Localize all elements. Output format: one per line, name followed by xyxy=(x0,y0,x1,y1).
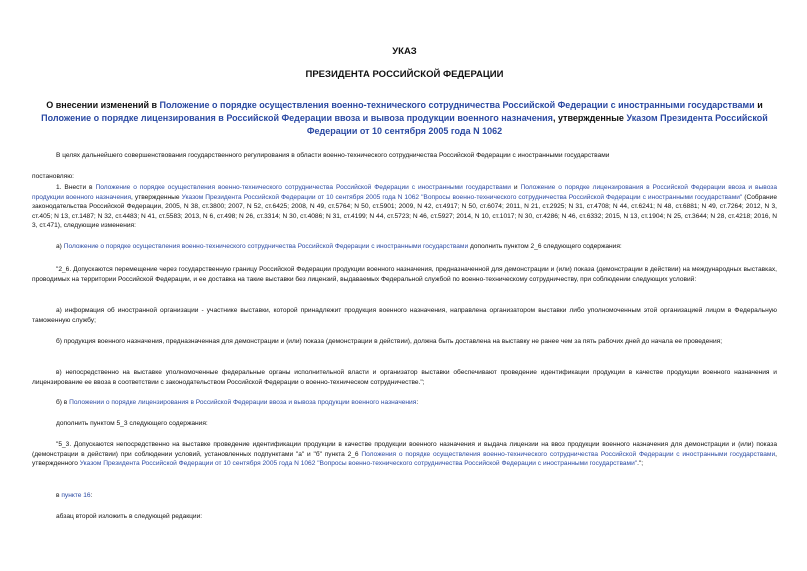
heading-decree: УКАЗ xyxy=(392,46,417,57)
add-5-3-paragraph: дополнить пунктом 5_3 следующего содержания: xyxy=(56,420,208,427)
p53-link-vts-regulation[interactable]: Положения о порядке осуществления военно-технического сотрудничества Российской Федерации с иностранными государствами xyxy=(361,450,776,458)
p53-link-decree-1062[interactable]: Указом Президента Российской Федерации от 10 сентября 2005 года N 1062 "Вопросы военно-технического сотрудничества Российской Федерации с иностранными государствами" xyxy=(79,460,638,468)
clause-a-paragraph: а) информация об иностранной организации - участнике выставки, которой принадлежит продукция военного назначения, направлена организатором выставки либо уполномоченным этой организацией лицом в Федеральную таможенную службу; xyxy=(32,307,777,324)
decree-word: постановляю: xyxy=(32,173,75,180)
itemA-link-vts-regulation[interactable]: Положение о порядке осуществления военно-технического сотрудничества Российской Федерации с иностранными государствами xyxy=(63,243,469,250)
heading-president: ПРЕЗИДЕНТА РОССИЙСКОЙ ФЕДЕРАЦИИ xyxy=(305,69,504,80)
clause-5-3-paragraph: "5_3. Допускаются непосредственно на выставке проведение идентификации продукции в качестве продукции военного назначения и выдача лицензии на ввоз продукции военного назначения для демонстрации и (или) показа (демонстрации в действии) при соблюдении условий, установленных подпунктами "а" и "б" пункта 2_6 Положения о порядке осуществления военно-технического сотрудничества Российской Федерации с иностранными государствами, утвержденного Указом Президента Российской Федерации от 10 сентября 2005 года N 1062 "Вопросы военно-технического сотрудничества Российской Федерации с иностранными государствами"."; xyxy=(32,441,777,468)
document-title: О внесении изменений в Положение о порядке осуществления военно-технического сотрудничества Российской Федерации с иностранными государствами и Положение о порядке лицензирования в Российской Федерации ввоза и вывоза продукции военного назначения, утвержденные Указом Президента Российской Федерации от 10 сентября 2005 года N 1062 xyxy=(41,100,768,136)
clause-v-paragraph: в) непосредственно на выставке уполномоченные федеральные органы исполнительной власти и организатор выставки обеспечивают проведение идентификации продукции в качестве продукции военного назначения и лицензирование ее ввоза в соответствии с законодательством Российской Федерации о военно-техническом сотрудничестве."; xyxy=(32,369,777,386)
item1-link-licensing-regulation[interactable]: Положение о порядке лицензирования в Российской Федерации ввоза и вывоза продукции военного назначения xyxy=(32,184,777,201)
clause-b-paragraph: б) продукция военного назначения, предназначенная для демонстрации и (или) показа (демонстрации в действии), должна быть доставлена на выставку не ранее чем за пять рабочих дней до начала ее проведения; xyxy=(56,338,723,345)
itemB-link-licensing-regulation[interactable]: Положении о порядке лицензирования в Российской Федерации ввоза и вывоза продукции военного назначения xyxy=(69,399,417,406)
item1-link-vts-regulation[interactable]: Положение о порядке осуществления военно-технического сотрудничества Российской Федерации с иностранными государствами xyxy=(95,184,511,191)
abzac-paragraph: абзац второй изложить в следующей редакции: xyxy=(56,513,203,520)
clause-2-6-paragraph: "2_6. Допускаются перемещение через государственную границу Российской Федерации продукции военного назначения, предназначенной для демонстрации и (или) показа (демонстрации в действии) на международных выставках, проводимых на территории Российской Федерации, и ее доставка на такие выставки без лицензий, выдаваемых Федеральной службой по военно-техническому сотрудничеству, при соблюдении следующих условий: xyxy=(32,266,777,283)
item-v-paragraph: в пункте 16: xyxy=(56,492,93,499)
item-b-paragraph: б) в Положении о порядке лицензирования в Российской Федерации ввоза и вывоза продукции военного назначения: xyxy=(56,399,419,406)
title-link-vts-regulation[interactable]: Положение о порядке осуществления военно-технического сотрудничества Российской Федерации с иностранными государствами xyxy=(159,100,755,110)
link-clause-16[interactable]: пункте 16 xyxy=(61,492,91,499)
title-link-licensing-regulation[interactable]: Положение о порядке лицензирования в Российской Федерации ввоза и вывоза продукции военного назначения xyxy=(41,113,553,123)
item-1-paragraph: 1. Внести в Положение о порядке осуществления военно-технического сотрудничества Российской Федерации с иностранными государствами и Положение о порядке лицензирования в Российской Федерации ввоза и вывоза продукции военного назначения, утвержденные Указом Президента Российской Федерации от 10 сентября 2005 года N 1062 "Вопросы военно-технического сотрудничества Российской Федерации с иностранными государствами" (Собрание законодательства Российской Федерации, 2005, N 38, ст.3800; 2007, N 52, ст.6425; 2008, N 49, ст.5764; N 50, ст.5901; 2009, N 42, ст.4917; N 50, ст.6074; 2011, N 21, ст.2925; N 31, ст.4708; N 44, ст.6241; N 48, ст.6881; N 49, ст.7264; 2012, N 3, ст.405; N 13, ст.1487; N 32, ст.4483; N 41, ст.5583; 2013, N 6, ст.498; N 26, ст.3314; N 30, ст.4086; N 31, ст.4199; N 44, ст.5723; N 46, ст.5927; 2014, N 10, ст.1017; N 30, ст.4286; N 46, ст.6332; 2015, N 13, ст.1904; N 25, ст.3644; N 28, ст.4218; 2016, N 3, ст.471), следующие изменения: xyxy=(32,184,778,230)
item-a-paragraph: а) Положение о порядке осуществления военно-технического сотрудничества Российской Федерации с иностранными государствами дополнить пунктом 2_6 следующего содержания: xyxy=(56,243,622,250)
intro-paragraph: В целях дальнейшего совершенствования государственного регулирования в области военно-технического сотрудничества Российской Федерации с иностранными государствами xyxy=(56,152,610,159)
title-link-decree-1062[interactable]: Указом Президента Российской Федерации от 10 сентября 2005 года N 1062 xyxy=(306,113,768,136)
item1-link-decree-1062[interactable]: Указом Президента Российской Федерации от 10 сентября 2005 года N 1062 "Вопросы военно-технического сотрудничества Российской Федерации с иностранными государствами" xyxy=(181,193,743,201)
